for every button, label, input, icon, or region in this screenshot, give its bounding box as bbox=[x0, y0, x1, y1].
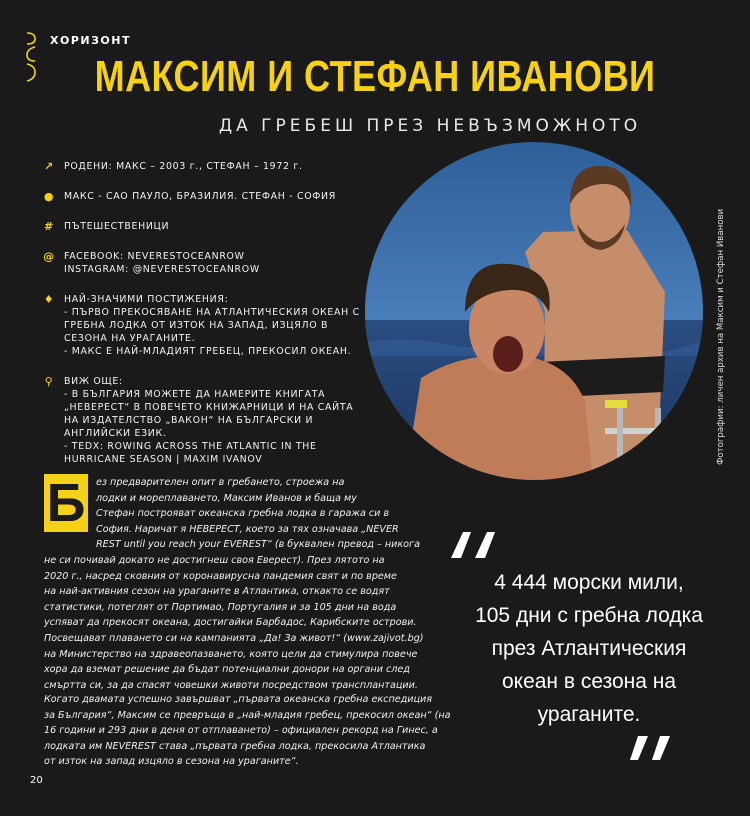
article-line: лодки и мореплаването, Максим Иванов и баща му bbox=[96, 492, 357, 504]
fact-location bbox=[42, 190, 360, 203]
article-line: не си почивай докато не достигнеш своя Еверест). През лятото на bbox=[44, 555, 385, 566]
fact-see-more bbox=[42, 375, 360, 466]
drop-cap: Б bbox=[44, 474, 88, 532]
article-line: Посвещават плаването си на кампанията „Да! За живот!“ (www.zajivot.bg) bbox=[44, 632, 424, 644]
article-line: на най-активния сезон на ураганите в Атлантика, откакто се водят bbox=[44, 586, 390, 598]
fact-line: РОДЕНИ: МАКС – 2003 г., СТЕФАН – 1972 г. bbox=[64, 161, 303, 172]
article-intro bbox=[96, 475, 420, 553]
fact-occupation bbox=[42, 220, 360, 233]
article-paragraph-2 bbox=[44, 692, 451, 770]
fact-line: НА ИЗДАТЕЛСТВО „ВАКОН“ НА БЪЛГАРСКИ И bbox=[64, 415, 314, 426]
fact-line: ВИЖ ОЩЕ: bbox=[64, 376, 123, 387]
quote-line: 4 444 морски мили, bbox=[494, 571, 684, 594]
article-line: смъртта си, за да спасят човешки животи посредством трансплантации. bbox=[44, 679, 418, 691]
photo-credit: Фотографии: личен архив на Максим и Стефан Иванови bbox=[716, 208, 726, 465]
article-line: от изток на запад изцяло в сезона на ураганите“. bbox=[44, 756, 299, 768]
page-number: 20 bbox=[30, 775, 43, 786]
page-title: МАКСИМ И СТЕФАН ИВАНОВИ bbox=[94, 52, 656, 101]
section-label: ХОРИЗОНТ bbox=[50, 34, 131, 47]
fact-line: - TEDX: ROWING ACROSS THE ATLANTIC IN THE bbox=[64, 441, 317, 452]
quote-line: през Атлантическия bbox=[491, 637, 687, 660]
article-line: хора да вземат решение да бъдат потенциални донори на органи след bbox=[44, 664, 410, 676]
article-line: Стефан построяват океанска гребна лодка в гаража си в bbox=[96, 508, 390, 520]
hashtag-icon: # bbox=[44, 220, 54, 233]
fact-line: - В БЪЛГАРИЯ МОЖЕТЕ ДА НАМЕРИТЕ КНИГАТА bbox=[64, 389, 326, 400]
fact-line: FACEBOOK: NEVERESTOCEANROW bbox=[64, 251, 245, 262]
fact-line: INSTAGRAM: @NEVERESTOCEANROW bbox=[64, 264, 260, 275]
article-line: Когато двамата успешно завършват „първата океанска гребна експедиция bbox=[44, 694, 433, 705]
fact-born bbox=[42, 160, 360, 173]
article-line: REST until you reach your EVEREST“ (в буквален превод – никога bbox=[96, 539, 420, 551]
magnifier-icon: ⚲ bbox=[44, 375, 54, 388]
open-quote-icon bbox=[449, 530, 503, 560]
pull-quote bbox=[448, 566, 730, 731]
article-line: успяват да прекосят океана, достигайки Барбадос, Карибските острови. bbox=[44, 617, 417, 629]
page-subtitle: ДА ГРЕБЕШ ПРЕЗ НЕВЪЗМОЖНОТО bbox=[218, 116, 642, 136]
fact-line: - ПЪРВО ПРЕКОСЯВАНЕ НА АТЛАНТИЧЕСКИЯ ОКЕАН С bbox=[64, 307, 360, 318]
article-line: 16 години и 293 дни в деня от отплаването) – официален рекорд на Гинес, а bbox=[44, 725, 438, 737]
article-line: София. Наричат я НЕВЕРЕСТ, което за тях означава „NEVER bbox=[96, 523, 399, 535]
facts-list bbox=[42, 160, 360, 483]
quote-line: ураганите. bbox=[537, 703, 641, 726]
fact-line: - МАКС Е НАЙ-МЛАДИЯТ ГРЕБЕЦ, ПРЕКОСИЛ ОКЕАН. bbox=[64, 346, 352, 357]
fact-achievements bbox=[42, 293, 360, 358]
fact-line: МАКС - САО ПАУЛО, БРАЗИЛИЯ. СТЕФАН - СОФИЯ bbox=[64, 191, 336, 202]
fact-line: СЕЗОНА НА УРАГАНИТЕ. bbox=[64, 333, 196, 344]
fact-line: НАЙ-ЗНАЧИМИ ПОСТИЖЕНИЯ: bbox=[64, 294, 229, 305]
fact-line: АНГЛИЙСКИ ЕЗИК. bbox=[64, 428, 167, 439]
fact-line: ПЪТЕШЕСТВЕНИЦИ bbox=[64, 221, 170, 232]
fact-line: ГРЕБНА ЛОДКА ОТ ИЗТОК НА ЗАПАД, ИЗЦЯЛО В bbox=[64, 320, 329, 331]
close-quote-icon bbox=[628, 734, 676, 762]
at-icon: @ bbox=[43, 250, 55, 263]
fact-social bbox=[42, 250, 360, 276]
article-line: лодката им NEVEREST става „първата гребна лодка, прекосила Атлантика bbox=[44, 740, 426, 752]
lightbulb-icon: ♦ bbox=[43, 293, 55, 306]
magazine-logo bbox=[24, 30, 38, 84]
article-line: 2020 г., насред сковния от коронавирусна пандемия свят и по време bbox=[44, 570, 397, 582]
article-line: статистики, потеглят от Портимао, Португалия и за 105 дни на вода bbox=[44, 601, 397, 613]
article-paragraph-1 bbox=[44, 553, 424, 693]
fact-line: HURRICANE SEASON | MAXIM IVANOV bbox=[64, 454, 263, 465]
article-line: за България“, Максим се превръща в „най-младия гребец, прекосил океан“ (на bbox=[44, 709, 451, 721]
fact-line: „НЕВЕРЕСТ“ В ПОВЕЧЕТО КНИЖАРНИЦИ И НА САЙТА bbox=[64, 402, 354, 413]
location-pin-icon: ● bbox=[43, 190, 55, 203]
quote-line: 105 дни с гребна лодка bbox=[475, 604, 703, 627]
article-line: ез предварителен опит в гребането, строежа на bbox=[96, 477, 345, 488]
article-line: на Министерство на здравеопазването, която цели да стимулира повече bbox=[44, 648, 418, 660]
quote-line: океан в сезона на bbox=[501, 670, 677, 693]
portrait-photo bbox=[365, 142, 703, 480]
arrow-icon: ↗ bbox=[44, 160, 54, 173]
